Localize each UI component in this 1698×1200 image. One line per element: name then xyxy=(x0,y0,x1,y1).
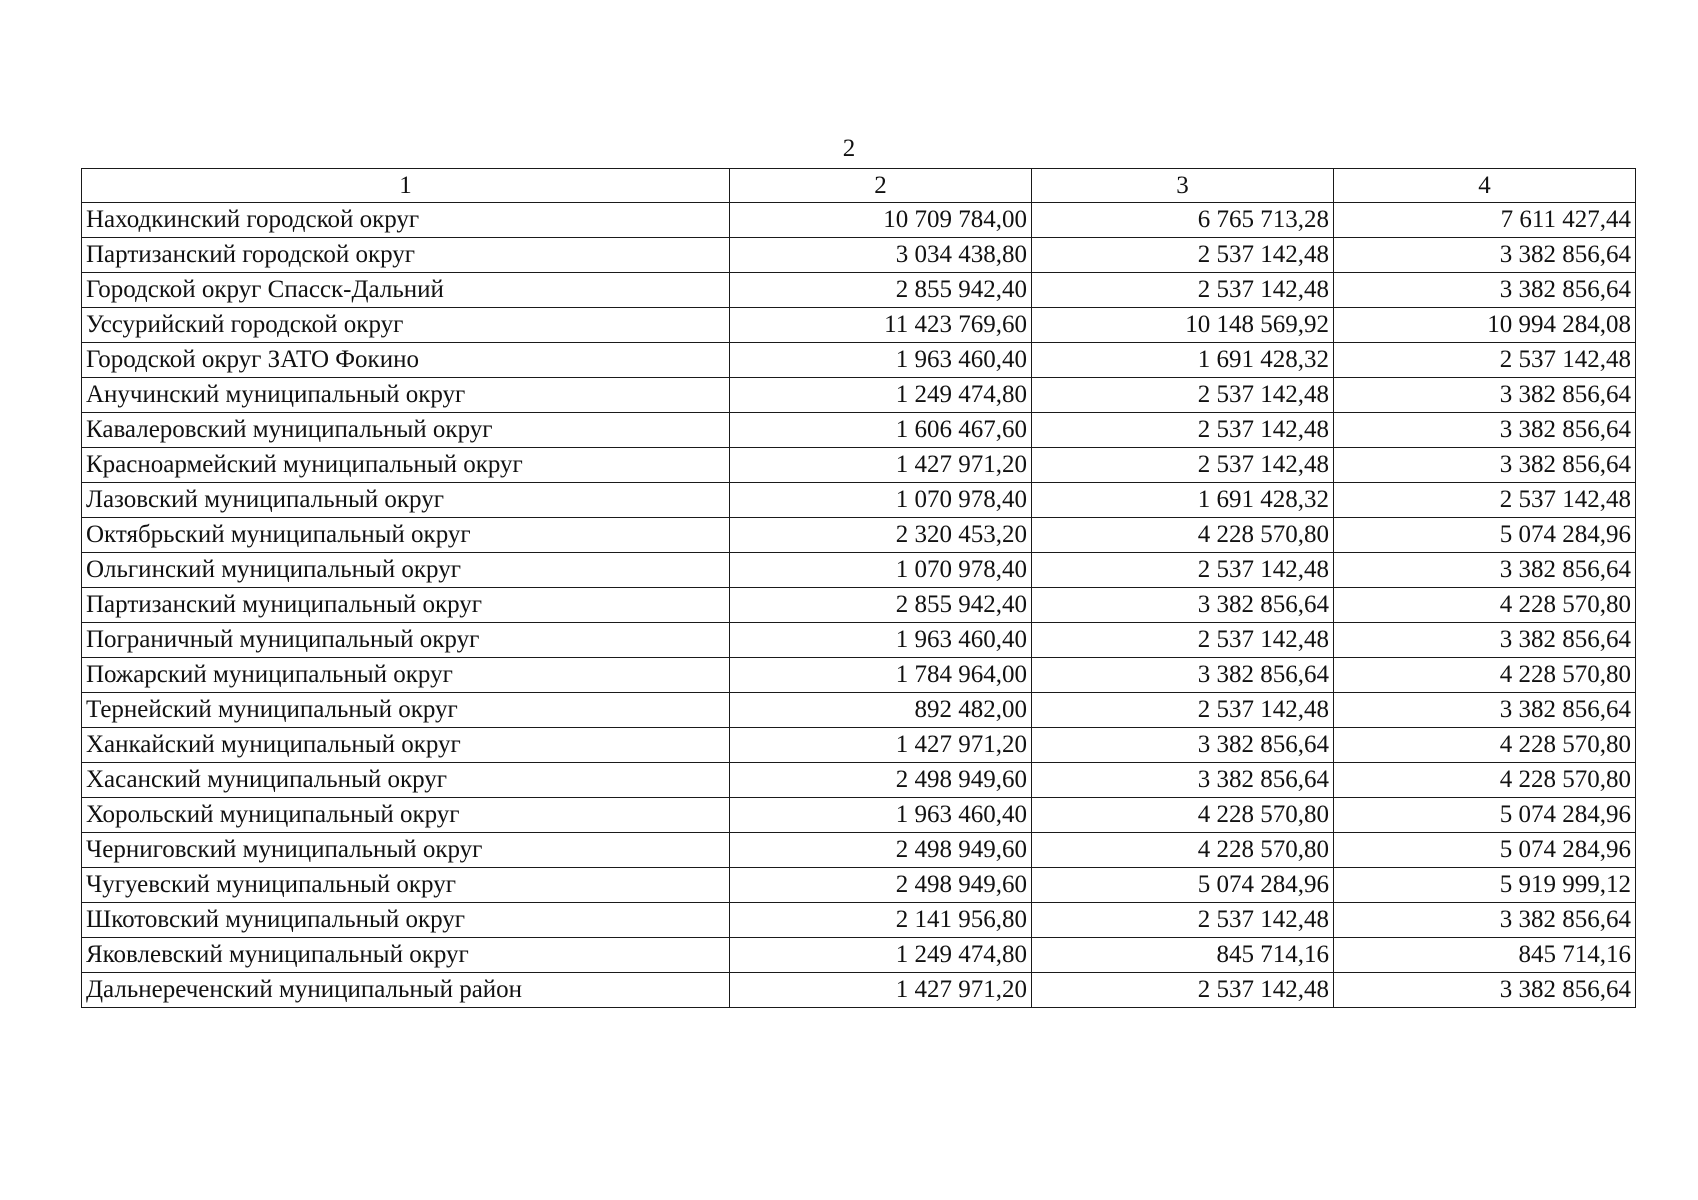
municipality-name-cell: Черниговский муниципальный округ xyxy=(82,833,730,868)
value-column-2-cell: 1 249 474,80 xyxy=(730,378,1032,413)
table-row xyxy=(82,448,1636,483)
value-column-4-cell: 3 382 856,64 xyxy=(1334,693,1636,728)
page-number: 2 xyxy=(842,135,856,162)
value-column-4-cell: 5 919 999,12 xyxy=(1334,868,1636,903)
municipality-name-cell: Городской округ Спасск-Дальний xyxy=(82,273,730,308)
value-column-3-cell: 3 382 856,64 xyxy=(1032,763,1334,798)
value-column-4-cell: 3 382 856,64 xyxy=(1334,238,1636,273)
value-column-3-cell: 4 228 570,80 xyxy=(1032,798,1334,833)
municipality-name-cell: Лазовский муниципальный округ xyxy=(82,483,730,518)
municipality-name-cell: Хасанский муниципальный округ xyxy=(82,763,730,798)
value-column-4-cell: 10 994 284,08 xyxy=(1334,308,1636,343)
value-column-3-cell: 2 537 142,48 xyxy=(1032,903,1334,938)
table-row xyxy=(82,518,1636,553)
value-column-3-cell: 845 714,16 xyxy=(1032,938,1334,973)
value-column-4-cell: 4 228 570,80 xyxy=(1334,763,1636,798)
municipality-name-cell: Анучинский муниципальный округ xyxy=(82,378,730,413)
value-column-4-cell: 845 714,16 xyxy=(1334,938,1636,973)
municipality-name-cell: Октябрьский муниципальный округ xyxy=(82,518,730,553)
municipality-name-cell: Пожарский муниципальный округ xyxy=(82,658,730,693)
value-column-2-cell: 892 482,00 xyxy=(730,693,1032,728)
table-header-row xyxy=(82,169,1636,203)
value-column-2-cell: 2 498 949,60 xyxy=(730,833,1032,868)
municipality-name-cell: Ольгинский муниципальный округ xyxy=(82,553,730,588)
municipality-name-cell: Хорольский муниципальный округ xyxy=(82,798,730,833)
value-column-3-cell: 2 537 142,48 xyxy=(1032,448,1334,483)
municipality-name-cell: Красноармейский муниципальный округ xyxy=(82,448,730,483)
value-column-2-cell: 1 427 971,20 xyxy=(730,728,1032,763)
value-column-2-cell: 1 427 971,20 xyxy=(730,973,1032,1008)
value-column-2-cell: 1 606 467,60 xyxy=(730,413,1032,448)
value-column-4-cell: 5 074 284,96 xyxy=(1334,518,1636,553)
value-column-2-cell: 1 963 460,40 xyxy=(730,798,1032,833)
value-column-3-cell: 5 074 284,96 xyxy=(1032,868,1334,903)
value-column-3-cell: 1 691 428,32 xyxy=(1032,343,1334,378)
table-row xyxy=(82,273,1636,308)
table-row xyxy=(82,413,1636,448)
municipality-name-cell: Пограничный муниципальный округ xyxy=(82,623,730,658)
municipality-name-cell: Городской округ ЗАТО Фокино xyxy=(82,343,730,378)
table-row xyxy=(82,203,1636,238)
value-column-3-cell: 2 537 142,48 xyxy=(1032,623,1334,658)
table-row xyxy=(82,833,1636,868)
value-column-2-cell: 1 963 460,40 xyxy=(730,343,1032,378)
value-column-2-cell: 1 784 964,00 xyxy=(730,658,1032,693)
value-column-2-cell: 11 423 769,60 xyxy=(730,308,1032,343)
value-column-4-cell: 3 382 856,64 xyxy=(1334,413,1636,448)
municipality-name-cell: Находкинский городской округ xyxy=(82,203,730,238)
value-column-3-cell: 1 691 428,32 xyxy=(1032,483,1334,518)
value-column-2-cell: 2 498 949,60 xyxy=(730,763,1032,798)
value-column-3-cell: 2 537 142,48 xyxy=(1032,553,1334,588)
value-column-3-cell: 3 382 856,64 xyxy=(1032,728,1334,763)
value-column-3-cell: 4 228 570,80 xyxy=(1032,833,1334,868)
value-column-2-cell: 10 709 784,00 xyxy=(730,203,1032,238)
value-column-3-cell: 3 382 856,64 xyxy=(1032,588,1334,623)
value-column-2-cell: 1 963 460,40 xyxy=(730,623,1032,658)
value-column-2-cell: 2 855 942,40 xyxy=(730,273,1032,308)
value-column-2-cell: 1 070 978,40 xyxy=(730,483,1032,518)
table-row xyxy=(82,868,1636,903)
table-row xyxy=(82,938,1636,973)
value-column-3-cell: 2 537 142,48 xyxy=(1032,413,1334,448)
value-column-4-cell: 4 228 570,80 xyxy=(1334,588,1636,623)
column-header-2: 2 xyxy=(730,169,1032,203)
municipality-name-cell: Тернейский муниципальный округ xyxy=(82,693,730,728)
value-column-4-cell: 7 611 427,44 xyxy=(1334,203,1636,238)
value-column-2-cell: 2 498 949,60 xyxy=(730,868,1032,903)
value-column-3-cell: 2 537 142,48 xyxy=(1032,238,1334,273)
table-row xyxy=(82,343,1636,378)
value-column-4-cell: 3 382 856,64 xyxy=(1334,903,1636,938)
value-column-2-cell: 2 320 453,20 xyxy=(730,518,1032,553)
table-row xyxy=(82,903,1636,938)
municipality-name-cell: Партизанский городской округ xyxy=(82,238,730,273)
value-column-4-cell: 5 074 284,96 xyxy=(1334,833,1636,868)
table-row xyxy=(82,728,1636,763)
table-row xyxy=(82,588,1636,623)
value-column-3-cell: 2 537 142,48 xyxy=(1032,378,1334,413)
municipality-name-cell: Уссурийский городской округ xyxy=(82,308,730,343)
table-row xyxy=(82,658,1636,693)
municipality-name-cell: Чугуевский муниципальный округ xyxy=(82,868,730,903)
table-body xyxy=(82,203,1636,1008)
value-column-2-cell: 1 249 474,80 xyxy=(730,938,1032,973)
municipality-name-cell: Партизанский муниципальный округ xyxy=(82,588,730,623)
value-column-3-cell: 3 382 856,64 xyxy=(1032,658,1334,693)
municipality-name-cell: Шкотовский муниципальный округ xyxy=(82,903,730,938)
table-row xyxy=(82,973,1636,1008)
table-row xyxy=(82,553,1636,588)
municipality-name-cell: Яковлевский муниципальный округ xyxy=(82,938,730,973)
column-header-4: 4 xyxy=(1334,169,1636,203)
value-column-4-cell: 3 382 856,64 xyxy=(1334,973,1636,1008)
value-column-3-cell: 6 765 713,28 xyxy=(1032,203,1334,238)
table-row xyxy=(82,623,1636,658)
value-column-2-cell: 3 034 438,80 xyxy=(730,238,1032,273)
table-row xyxy=(82,483,1636,518)
value-column-4-cell: 3 382 856,64 xyxy=(1334,273,1636,308)
value-column-4-cell: 2 537 142,48 xyxy=(1334,483,1636,518)
table-row xyxy=(82,693,1636,728)
value-column-2-cell: 1 070 978,40 xyxy=(730,553,1032,588)
value-column-2-cell: 2 141 956,80 xyxy=(730,903,1032,938)
municipality-name-cell: Дальнереченский муниципальный район xyxy=(82,973,730,1008)
value-column-4-cell: 3 382 856,64 xyxy=(1334,448,1636,483)
value-column-4-cell: 3 382 856,64 xyxy=(1334,378,1636,413)
value-column-3-cell: 4 228 570,80 xyxy=(1032,518,1334,553)
column-header-1: 1 xyxy=(82,169,730,203)
value-column-4-cell: 4 228 570,80 xyxy=(1334,658,1636,693)
table-row xyxy=(82,763,1636,798)
value-column-4-cell: 3 382 856,64 xyxy=(1334,623,1636,658)
value-column-3-cell: 10 148 569,92 xyxy=(1032,308,1334,343)
value-column-4-cell: 4 228 570,80 xyxy=(1334,728,1636,763)
municipality-name-cell: Ханкайский муниципальный округ xyxy=(82,728,730,763)
value-column-3-cell: 2 537 142,48 xyxy=(1032,693,1334,728)
value-column-3-cell: 2 537 142,48 xyxy=(1032,973,1334,1008)
table-row xyxy=(82,798,1636,833)
table-row xyxy=(82,238,1636,273)
value-column-2-cell: 1 427 971,20 xyxy=(730,448,1032,483)
value-column-2-cell: 2 855 942,40 xyxy=(730,588,1032,623)
value-column-4-cell: 5 074 284,96 xyxy=(1334,798,1636,833)
municipality-name-cell: Кавалеровский муниципальный округ xyxy=(82,413,730,448)
value-column-3-cell: 2 537 142,48 xyxy=(1032,273,1334,308)
table-row xyxy=(82,308,1636,343)
value-column-4-cell: 2 537 142,48 xyxy=(1334,343,1636,378)
column-header-3: 3 xyxy=(1032,169,1334,203)
value-column-4-cell: 3 382 856,64 xyxy=(1334,553,1636,588)
table-row xyxy=(82,378,1636,413)
allocation-table xyxy=(81,168,1636,1008)
